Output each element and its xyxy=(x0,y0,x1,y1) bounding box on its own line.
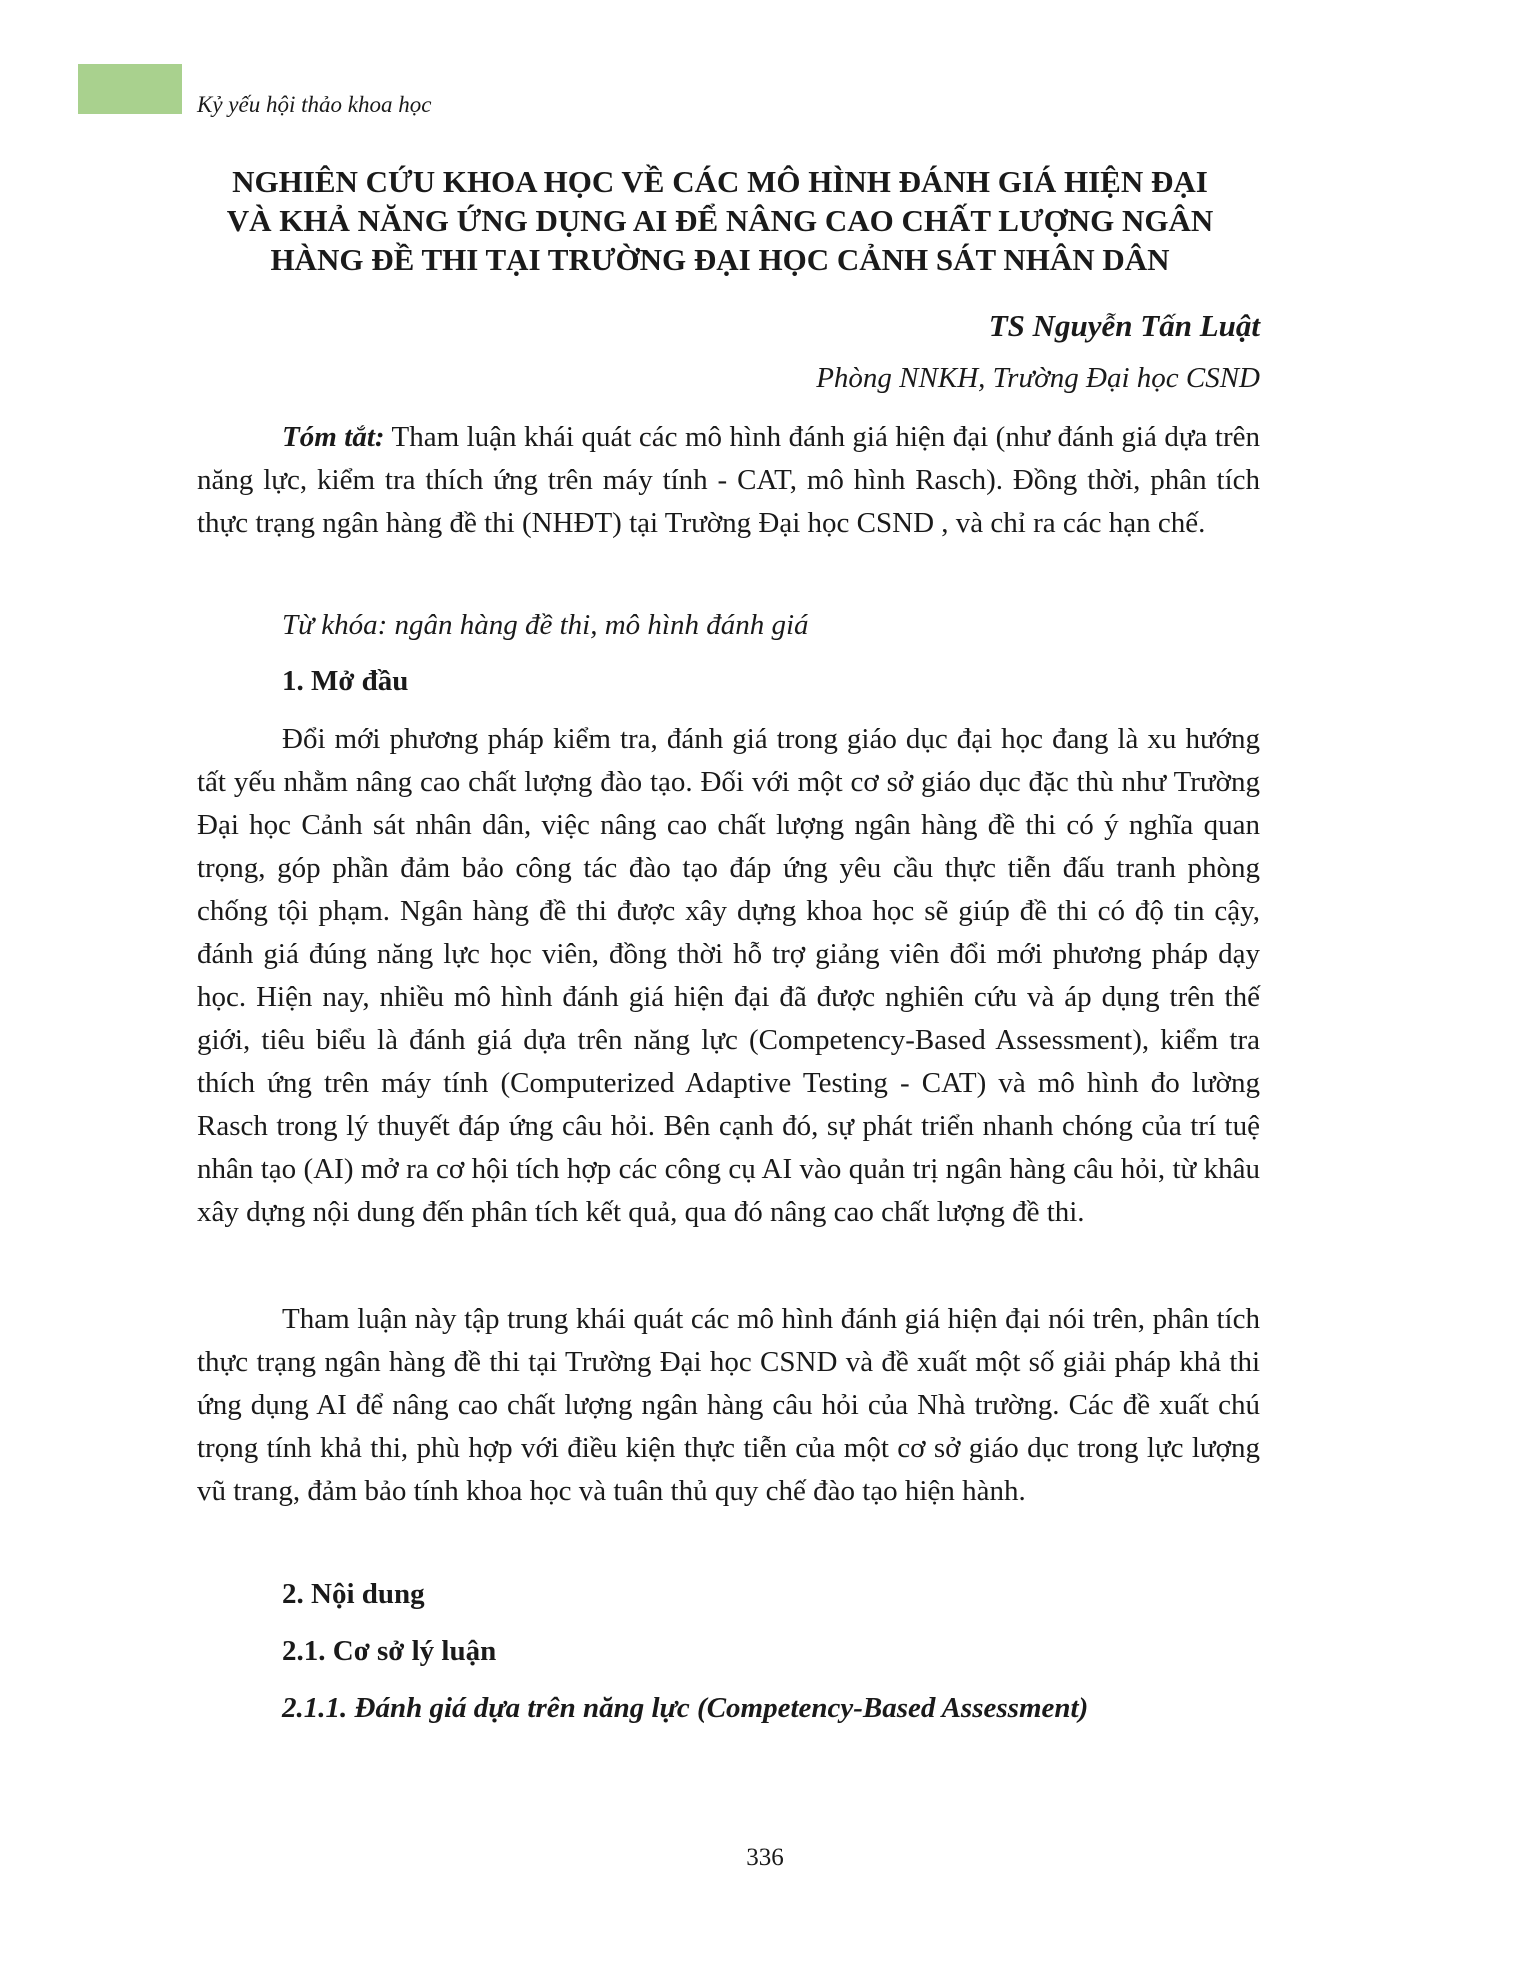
section-heading-content: 2. Nội dung xyxy=(282,1578,425,1610)
title-line: HÀNG ĐỀ THI TẠI TRƯỜNG ĐẠI HỌC CẢNH SÁT NHÂN DÂN xyxy=(270,242,1170,277)
keywords: Từ khóa: ngân hàng đề thi, mô hình đánh giá xyxy=(282,609,809,641)
running-header: Kỷ yếu hội thảo khoa học xyxy=(197,92,432,117)
paper-title xyxy=(180,162,1260,279)
author: TS Nguyễn Tấn Luật xyxy=(988,308,1260,343)
subsection-heading: 2.1.1. Đánh giá dựa trên năng lực (Competency-Based Assessment) xyxy=(282,1692,1089,1724)
abstract-label: Tóm tắt: xyxy=(282,421,385,453)
affiliation: Phòng NNKH, Trường Đại học CSND xyxy=(816,362,1260,394)
abstract-text: Tham luận khái quát các mô hình đánh giá hiện đại (như đánh giá dựa trên năng lực, kiểm tra thích ứng trên máy tính - CAT, mô hình Rasch). Đồng thời, phân tích thực trạng ngân hàng đề thi (NHĐT) tại Trường Đại học CSND , và chỉ ra các hạn chế. xyxy=(197,421,1260,539)
title-line: NGHIÊN CỨU KHOA HỌC VỀ CÁC MÔ HÌNH ĐÁNH GIÁ HIỆN ĐẠI xyxy=(232,164,1208,199)
title-line: VÀ KHẢ NĂNG ỨNG DỤNG AI ĐỂ NÂNG CAO CHẤT LƯỢNG NGÂN xyxy=(226,203,1214,238)
header-accent-bar xyxy=(78,64,182,114)
paragraph: Tham luận này tập trung khái quát các mô hình đánh giá hiện đại nói trên, phân tích thực trạng ngân hàng đề thi tại Trường Đại học CSND và đề xuất một số giải pháp khả thi ứng dụng AI để nâng cao chất lượng ngân hàng câu hỏi của Nhà trường. Các đề xuất chú trọng tính khả thi, phù hợp với điều kiện thực tiễn của một cơ sở giáo dục trong lực lượng vũ trang, đảm bảo tính khoa học và tuân thủ quy chế đào tạo hiện hành. xyxy=(197,1303,1260,1507)
section-heading-intro: 1. Mở đầu xyxy=(282,665,409,697)
page-number: 336 xyxy=(746,1844,784,1871)
abstract xyxy=(197,416,1260,545)
section-heading-theory: 2.1. Cơ sở lý luận xyxy=(282,1635,497,1667)
paragraph: Đổi mới phương pháp kiểm tra, đánh giá trong giáo dục đại học đang là xu hướng tất yếu nhằm nâng cao chất lượng đào tạo. Đối với một cơ sở giáo dục đặc thù như Trường Đại học Cảnh sát nhân dân, việc nâng cao chất lượng ngân hàng đề thi có ý nghĩa quan trọng, góp phần đảm bảo công tác đào tạo đáp ứng yêu cầu thực tiễn đấu tranh phòng chống tội phạm. Ngân hàng đề thi được xây dựng khoa học sẽ giúp đề thi có độ tin cậy, đánh giá đúng năng lực học viên, đồng thời hỗ trợ giảng viên đổi mới phương pháp dạy học. Hiện nay, nhiều mô hình đánh giá hiện đại đã được nghiên cứu và áp dụng trên thế giới, tiêu biểu là đánh giá dựa trên năng lực (Competency-Based Assessment), kiểm tra thích ứng trên máy tính (Computerized Adaptive Testing - CAT) và mô hình đo lường Rasch trong lý thuyết đáp ứng câu hỏi. Bên cạnh đó, sự phát triển nhanh chóng của trí tuệ nhân tạo (AI) mở ra cơ hội tích hợp các công cụ AI vào quản trị ngân hàng câu hỏi, từ khâu xây dựng nội dung đến phân tích kết quả, qua đó nâng cao chất lượng đề thi. xyxy=(197,723,1260,1228)
